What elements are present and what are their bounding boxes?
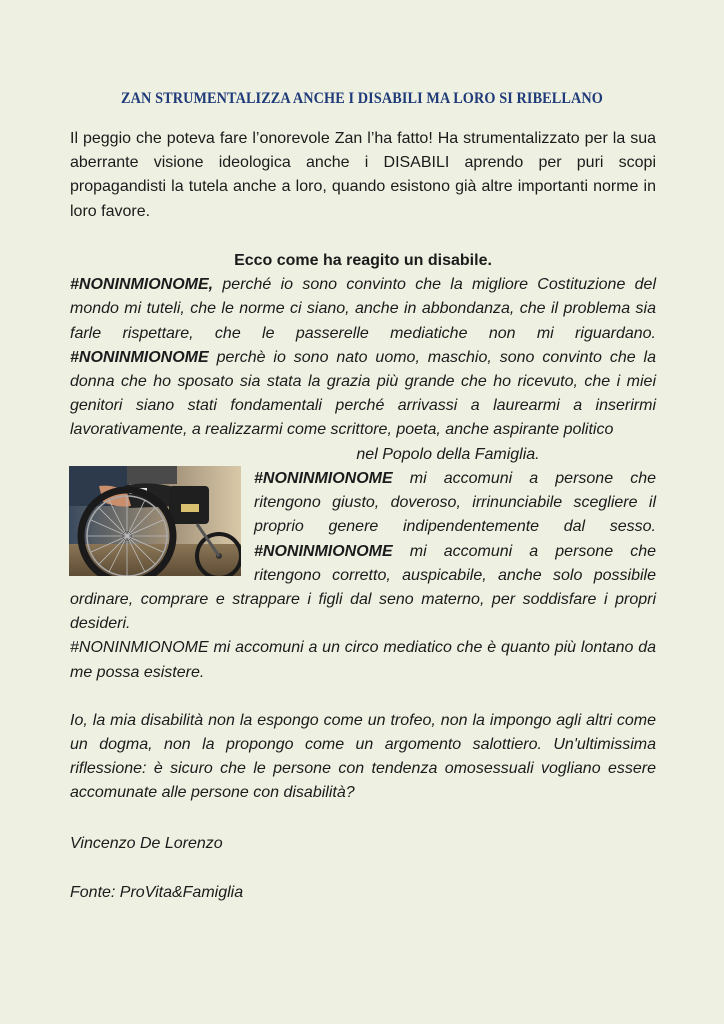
article-title: ZAN STRUMENTALIZZA ANCHE I DISABILI MA LORO SI RIBELLANO	[121, 90, 603, 107]
testimony-part-6: Io, la mia disabilità non la espongo come un trofeo, non la impongo agli altri come un dogma, non la propongo come un argomento salottiero. Un'ultimissima riflessione: è sicuro che le persone con tendenza omosessuali vogliano essere accomunate alle persone con disabilità?	[70, 711, 656, 802]
subheading: Ecco come ha reagito un disabile.	[234, 252, 492, 269]
hashtag-3: #NONINMIONOME	[254, 470, 393, 487]
testimony-part-3: mi accomuni a persone che ritengono giusto, doveroso, irrinunciabile scegliere il proprio genere indipendentemente dal sesso.	[254, 470, 656, 536]
source-line: Fonte: ProVita&Famiglia	[70, 884, 244, 901]
testimony-float-block	[70, 467, 656, 806]
testimony-part-2: perchè io sono nato uomo, maschio, sono convinto che la donna che ho sposato sia stata la grazia più grande che ho ricevuto, che i miei genitori siano stati fondamentali perché arrivassi a laurearmi a inserirmi lavorativamente, a realizzarmi come scrittore, poeta, anche aspirante politico	[70, 348, 656, 439]
intro-paragraph: Il peggio che poteva fare l’onorevole Zan l’ha fatto! Ha strumentalizzato per la sua aberrante visione ideologica anche i DISABILI aprendo per puri scopi propagandisti la tutela anche a loro, quando esistono già altre importanti norme in loro favore.	[70, 130, 656, 220]
testimony-part-1: perché io sono convinto che la migliore Costituzione del mondo mi tuteli, che le norme ci siano, anche in abbondanza, che il problema sia farle rispettare, che le passerelle mediatiche non mi riguardano.	[70, 276, 656, 342]
hashtag-1: #NONINMIONOME,	[70, 276, 214, 294]
signature: Vincenzo De Lorenzo	[70, 835, 223, 852]
testimony-block	[70, 249, 656, 467]
image-spacer	[70, 467, 254, 587]
hashtag-2: #NONINMIONOME	[70, 348, 209, 366]
testimony-part-4: mi accomuni a persone che ritengono corretto, auspicabile, anche solo possibile ordinare, comprare e strappare i figli dal seno materno, per soddisfare i propri desideri.	[70, 542, 656, 633]
testimony-part-2-end: nel Popolo della Famiglia.	[356, 445, 540, 463]
hashtag-4: #NONINMIONOME	[254, 542, 393, 560]
testimony-part-5: #NONINMIONOME mi accomuni a un circo mediatico che è quanto più lontano da me possa esistere.	[70, 639, 656, 681]
